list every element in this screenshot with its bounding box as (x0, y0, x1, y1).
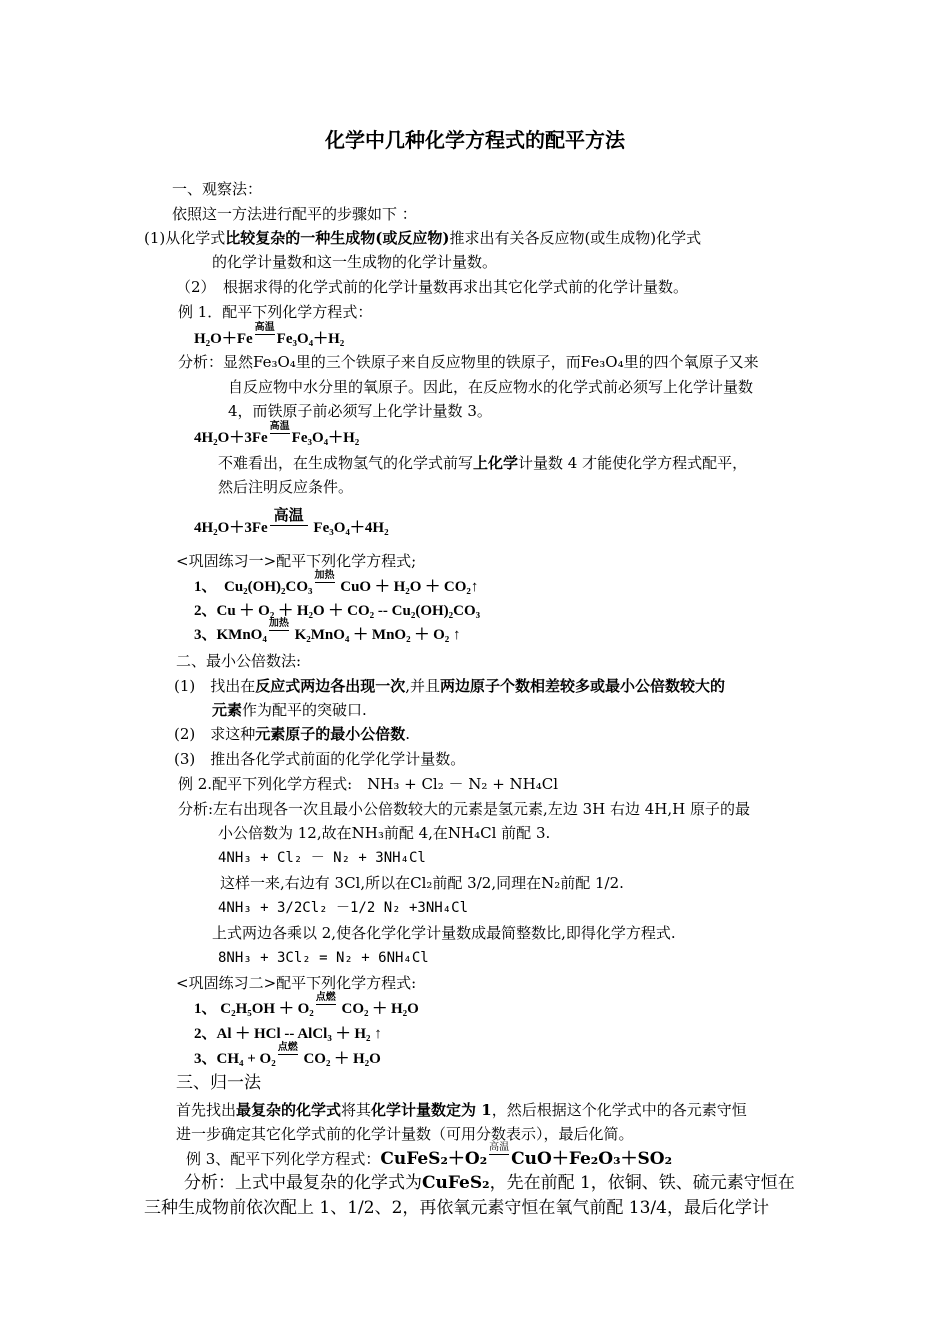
practice-heading: <巩固练习二>配平下列化学方程式: (176, 974, 417, 992)
practice-item: 1、 C₂H₅OH ＋ O₂点燃 CO₂ ＋ H₂O (194, 992, 419, 1017)
example-label: 例 2.配平下列化学方程式: NH₃ + Cl₂ － N₂ + NH₄Cl (178, 775, 559, 793)
step-line: 元素作为配平的突破口. (212, 701, 367, 719)
equation: 4H₂O＋3Fe高温Fe₃O₄＋H₂ (194, 421, 360, 446)
section-heading: 一、观察法： (172, 180, 263, 198)
example-label: 例 1．配平下列化学方程式： (178, 303, 373, 321)
equation: H₂O＋Fe高温Fe₃O₄＋H₂ (194, 322, 345, 347)
reaction-condition: 高温 (254, 322, 275, 333)
note-text: 然后注明反应条件。 (218, 478, 354, 496)
reaction-condition: 高温 (489, 1142, 510, 1153)
section-heading: 三、归一法 (176, 1073, 261, 1093)
note-text: 不难看出，在生成物氢气的化学式前写上化学计量数 4 才能使化学方程式配平， (218, 454, 748, 472)
equation: 4H₂O＋3Fe高温 Fe₃O₄＋4H₂ (194, 508, 389, 536)
equation: 4NH₃ + Cl₂ － N₂ + 3NH₄Cl (218, 850, 426, 866)
practice-item: 2、Cu ＋ O₂ ＋ H₂O ＋ CO₂ -- Cu₂(OH)₂CO₃ (194, 603, 481, 619)
practice-item: 2、Al ＋ HCl -- AlCl₃ ＋ H₂ ↑ (194, 1026, 382, 1042)
step-line: (1)从化学式比较复杂的一种生成物(或反应物)推求出有关各反应物(或生成物)化学式 (144, 229, 702, 247)
step-line: (1) 找出在反应式两边各出现一次,并且两边原子个数相差较多或最小公倍数较大的 (174, 677, 726, 695)
reaction-condition: 高温 (270, 507, 308, 526)
analysis-text: 这样一来,右边有 3Cl,所以在Cl₂前配 3/2,同理在N₂前配 1/2. (220, 874, 624, 892)
step-line: 的化学计量数和这一生成物的化学计量数。 (212, 253, 498, 271)
analysis-text: 分析：显然Fe₃O₄里的三个铁原子来自反应物里的铁原子，而Fe₃O₄里的四个氧原子又来 (178, 353, 759, 371)
analysis-text: 分析：上式中最复杂的化学式为CuFeS₂，先在前配 1，依铜、铁、硫元素守恒在 (184, 1173, 795, 1193)
practice-item: 1、 Cu₂(OH)₂CO₃加热 CuO ＋ H₂O ＋ CO₂↑ (194, 570, 479, 595)
equation: 8NH₃ + 3Cl₂ = N₂ + 6NH₄Cl (218, 950, 429, 966)
analysis-text: 小公倍数为 12,故在NH₃前配 4,在NH₄Cl 前配 3. (218, 824, 551, 842)
paragraph: 依照这一方法进行配平的步骤如下 ： (172, 205, 417, 223)
paragraph: 进一步确定其它化学式前的化学计量数（可用分数表示），最后化简。 (176, 1125, 634, 1143)
example-label: 例 3、配平下列化学方程式：CuFeS₂＋O₂高温CuO＋Fe₂O₃＋SO₂ (186, 1142, 673, 1169)
paragraph: 首先找出最复杂的化学式将其化学计量数定为 1，然后根据这个化学式中的各元素守恒 (176, 1101, 747, 1119)
analysis-text: 自反应物中水分里的氧原子。因此，在反应物水的化学式前必须写上化学计量数 (228, 378, 754, 396)
reaction-condition: 加热 (314, 570, 335, 581)
practice-heading: <巩固练习一>配平下列化学方程式; (176, 552, 417, 570)
step-line: （2） 根据求得的化学式前的化学计量数再求出其它化学式前的化学计量数。 (176, 278, 689, 296)
step-line: (3) 推出各化学式前面的化学化学计量数。 (174, 750, 466, 768)
equation: 4NH₃ + 3/2Cl₂ －1/2 N₂ +3NH₄Cl (218, 900, 469, 916)
section-heading: 二、最小公倍数法: (176, 652, 302, 670)
practice-item: 3、CH₄ + O₂点燃 CO₂ ＋ H₂O (194, 1042, 381, 1067)
analysis-text: 4，而铁原子前必须写上化学计量数 3。 (228, 402, 492, 420)
analysis-text: 上式两边各乘以 2,使各化学化学计量数成最简整数比,即得化学方程式. (212, 924, 676, 942)
practice-item: 3、KMnO₄加热 K₂MnO₄ ＋ MnO₂ ＋ O₂ ↑ (194, 618, 461, 643)
step-line: (2) 求这种元素原子的最小公倍数. (174, 725, 411, 743)
reaction-condition: 点燃 (277, 1042, 298, 1053)
reaction-condition: 高温 (269, 421, 290, 432)
analysis-text: 三种生成物前依次配上 1、1/2、2，再依氧元素守恒在氧气前配 13/4，最后化学计 (144, 1198, 769, 1218)
reaction-condition: 点燃 (315, 992, 336, 1003)
analysis-text: 分析:左右出现各一次且最小公倍数较大的元素是氢元素,左边 3H 右边 4H,H 原子的最 (178, 800, 750, 818)
reaction-condition: 加热 (268, 618, 289, 629)
page-title: 化学中几种化学方程式的配平方法 (325, 128, 625, 152)
